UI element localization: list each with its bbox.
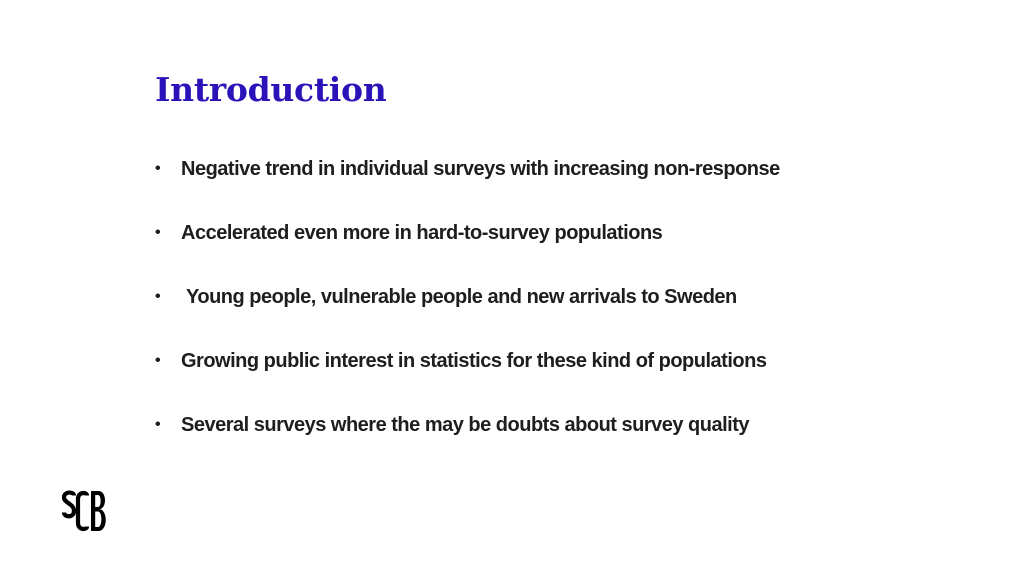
slide-title: Introduction — [155, 70, 387, 109]
bullet-icon: • — [155, 416, 161, 433]
bullet-text: Growing public interest in statistics for these kind of populations — [181, 350, 767, 372]
bullet-text: Several surveys where the may be doubts about survey quality — [181, 414, 749, 436]
bullet-text: Accelerated even more in hard-to-survey populations — [181, 222, 663, 244]
bullet-text: Young people, vulnerable people and new arrivals to Sweden — [186, 286, 737, 308]
bullet-icon: • — [155, 288, 161, 305]
bullet-icon: • — [155, 352, 161, 369]
bullet-icon: • — [155, 224, 161, 241]
bullet-text: Negative trend in individual surveys with increasing non-response — [181, 158, 780, 180]
bullet-icon: • — [155, 160, 161, 177]
scb-logo-icon — [61, 487, 109, 535]
